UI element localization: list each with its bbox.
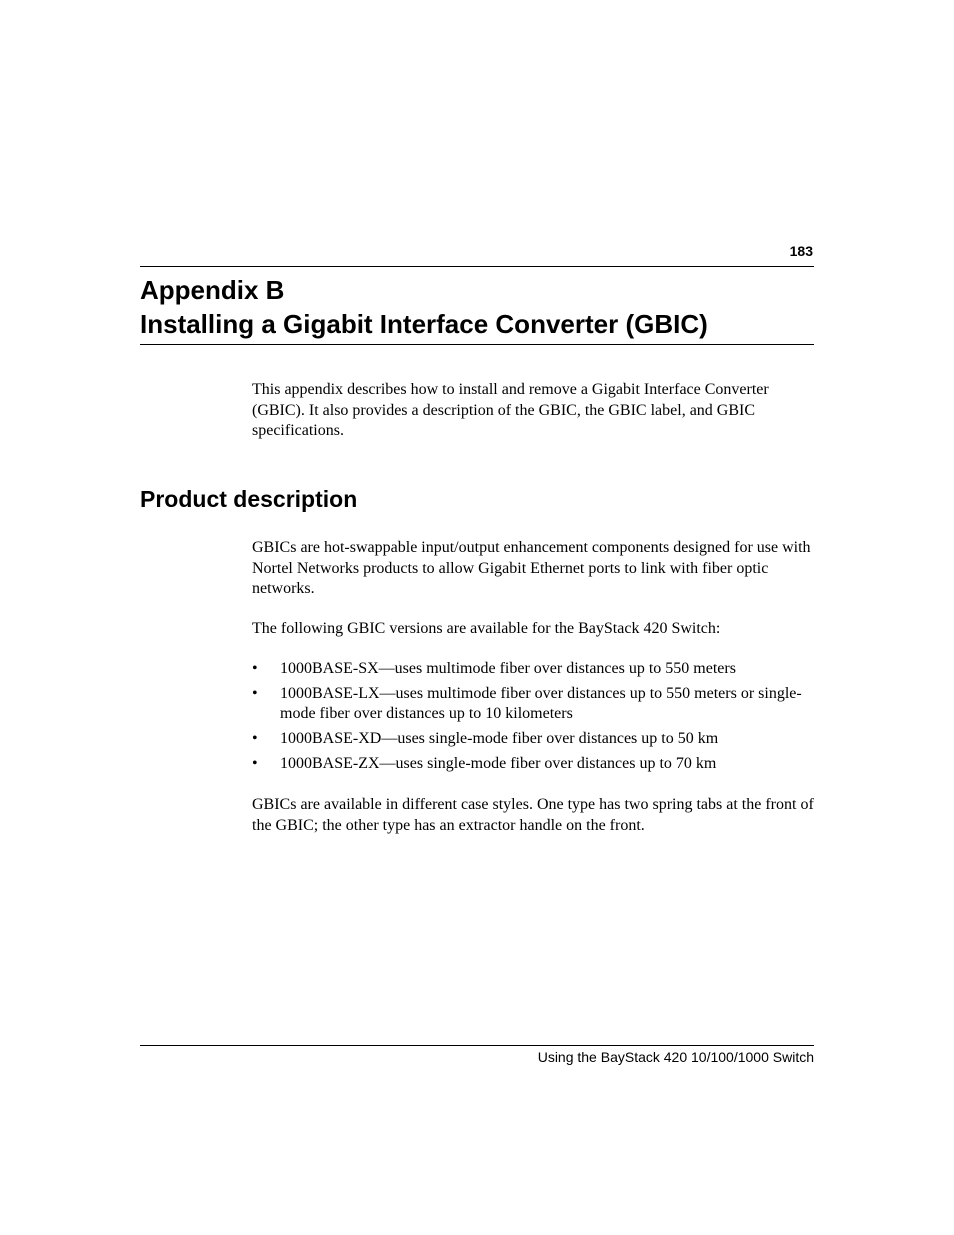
- list-item: [252, 754, 814, 774]
- gbic-versions-list: [252, 659, 814, 779]
- list-item: [252, 659, 814, 679]
- bullet-icon: •: [252, 730, 258, 747]
- paragraph-case-styles: GBICs are available in different case styles. One type has two spring tabs at the front of the GBIC; the other type has an extractor handle on the front.: [252, 796, 814, 834]
- paragraph-gbic-versions-intro: The following GBIC versions are available for the BayStack 420 Switch:: [252, 620, 721, 637]
- chapter-title-line2: Installing a Gigabit Interface Converter (GBIC): [140, 309, 708, 339]
- chapter-title-line1: Appendix B: [140, 275, 285, 305]
- list-item-text: 1000BASE-LX—uses multimode fiber over distances up to 550 meters or single-mode fiber over distances up to 10 kilometers: [280, 685, 802, 722]
- list-item-text: 1000BASE-XD—uses single-mode fiber over distances up to 50 km: [280, 730, 719, 747]
- header-rule: [140, 266, 814, 267]
- chapter-title: [140, 273, 708, 341]
- section-heading: Product description: [140, 486, 358, 512]
- list-item: [252, 729, 814, 749]
- bullet-icon: •: [252, 660, 258, 677]
- bullet-icon: •: [252, 755, 258, 772]
- paragraph-gbic-overview: GBICs are hot-swappable input/output enhancement components designed for use with Nortel Networks products to allow Gigabit Ethernet ports to link with fiber optic networks.: [252, 539, 811, 597]
- title-rule: [140, 344, 814, 345]
- list-item: [252, 684, 814, 724]
- list-item-text: 1000BASE-SX—uses multimode fiber over distances up to 550 meters: [280, 660, 736, 677]
- bullet-icon: •: [252, 685, 258, 702]
- footer-title: Using the BayStack 420 10/100/1000 Switch: [537, 1049, 814, 1065]
- list-item-text: 1000BASE-ZX—uses single-mode fiber over distances up to 70 km: [280, 755, 717, 772]
- intro-paragraph: This appendix describes how to install and remove a Gigabit Interface Converter (GBIC). It also provides a description of the GBIC, the GBIC label, and GBIC specifications.: [252, 381, 769, 439]
- footer-rule: [140, 1045, 814, 1046]
- page-number: 183: [789, 243, 813, 259]
